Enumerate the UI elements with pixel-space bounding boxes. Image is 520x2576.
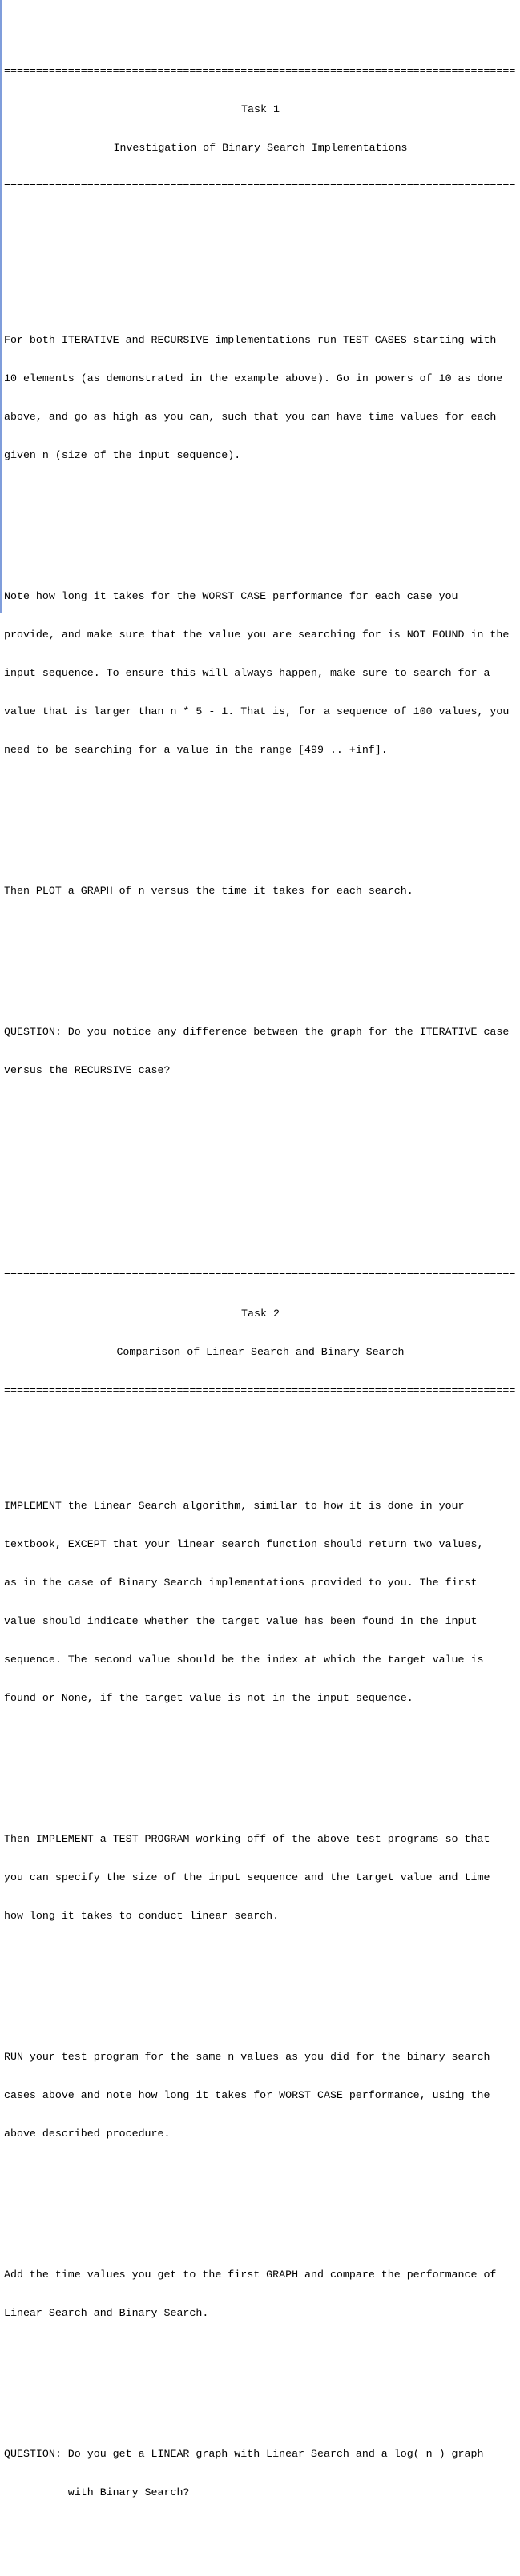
task1-section (4, 39, 520, 1205)
task2-title: Task 2 (241, 1308, 280, 1320)
text-line: you can specify the size of the input sequence and the target value and time (4, 1871, 490, 1883)
blank-line (4, 1756, 520, 1769)
text-line: provide, and make sure that the value you are searching for is NOT FOUND in the (4, 629, 510, 641)
text-line: Note how long it takes for the WORST CASE performance for each case you (4, 590, 458, 602)
blank-line (4, 257, 520, 270)
blank-line (4, 219, 520, 231)
separator-line: ================================================================================ (4, 65, 516, 77)
text-line: cases above and note how long it takes for WORST CASE performance, using the (4, 2089, 490, 2101)
blank-line (4, 949, 520, 962)
task2-paragraph-2 (4, 1807, 520, 1948)
blank-line (4, 2371, 520, 2384)
text-line: given n (size of the input sequence). (4, 449, 241, 461)
text-line: Linear Search and Binary Search. (4, 2307, 209, 2319)
task1-paragraph-1 (4, 308, 520, 488)
blank-line (4, 808, 520, 821)
blank-line (4, 2192, 520, 2204)
task2-section (4, 1244, 520, 2550)
blank-line (4, 1128, 520, 1141)
task1-subtitle: Investigation of Binary Search Implementations (113, 142, 408, 154)
text-line: above, and go as high as you can, such that you can have time values for each (4, 411, 497, 423)
task1-paragraph-2 (4, 565, 520, 782)
text-line: QUESTION: Do you notice any difference between the graph for the ITERATIVE case (4, 1026, 510, 1038)
blank-line (4, 1167, 520, 1179)
text-line: Then IMPLEMENT a TEST PROGRAM working off of the above test programs so that (4, 1833, 490, 1845)
separator-line: ================================================================================ (4, 1384, 516, 1397)
text-line: versus the RECURSIVE case? (4, 1064, 171, 1076)
text-line: For both ITERATIVE and RECURSIVE implementations run TEST CASES starting with (4, 334, 497, 346)
task2-paragraph-1 (4, 1474, 520, 1730)
text-line: found or None, if the target value is not in the input sequence. (4, 1692, 413, 1704)
text-line: above described procedure. (4, 2128, 171, 2140)
task2-subtitle: Comparison of Linear Search and Binary Search (116, 1346, 405, 1358)
text-line: Then PLOT a GRAPH of n versus the time it takes for each search. (4, 885, 413, 897)
blank-line (4, 1974, 520, 1987)
text-line: textbook, EXCEPT that your linear search function should return two values, (4, 1538, 484, 1550)
task1-question (4, 1000, 520, 1103)
text-line: value should indicate whether the target value has been found in the input (4, 1615, 478, 1627)
text-line: IMPLEMENT the Linear Search algorithm, similar to how it is done in your (4, 1500, 465, 1512)
task2-paragraph-4 (4, 2243, 520, 2345)
document-text (4, 1, 520, 2576)
text-line: with Binary Search? (4, 2486, 190, 2498)
text-line: QUESTION: Do you get a LINEAR graph with Linear Search and a log( n ) graph (4, 2448, 484, 2460)
text-line: sequence. The second value should be the index at which the target value is (4, 1654, 484, 1666)
separator-line: ================================================================================ (4, 1269, 516, 1281)
text-line: need to be searching for a value in the range [499 .. +inf]. (4, 744, 388, 756)
text-line: Add the time values you get to the first GRAPH and compare the performance of (4, 2269, 497, 2281)
separator-line: ================================================================================ (4, 180, 516, 192)
blank-line (4, 513, 520, 526)
blank-line (4, 1423, 520, 1436)
text-line: how long it takes to conduct linear search. (4, 1910, 280, 1922)
task2-paragraph-3 (4, 2025, 520, 2166)
task1-title: Task 1 (241, 103, 280, 115)
text-line: value that is larger than n * 5 - 1. That is, for a sequence of 100 values, you (4, 705, 510, 717)
text-line: RUN your test program for the same n values as you did for the binary search (4, 2051, 490, 2063)
text-line: 10 elements (as demonstrated in the example above). Go in powers of 10 as done (4, 372, 503, 384)
text-line: as in the case of Binary Search implementations provided to you. The first (4, 1577, 478, 1589)
text-line: input sequence. To ensure this will always happen, make sure to search for a (4, 667, 490, 679)
task1-paragraph-3 (4, 859, 520, 923)
task2-question (4, 2422, 520, 2525)
left-border-rule (0, 0, 2, 613)
